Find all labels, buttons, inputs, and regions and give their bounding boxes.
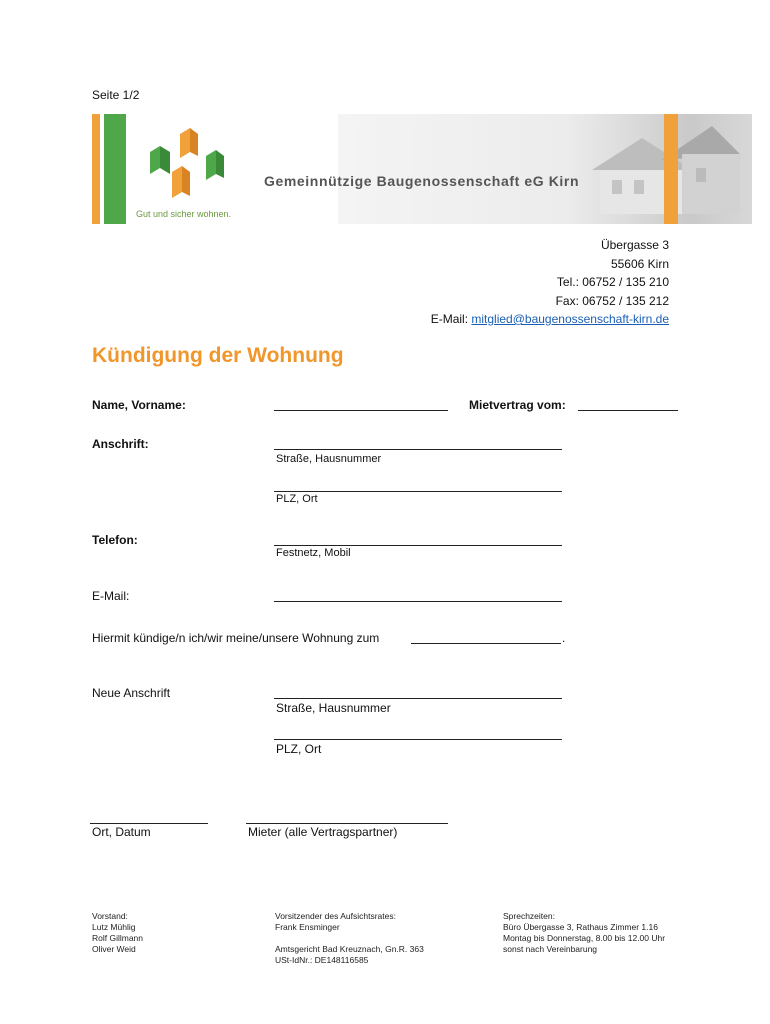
- signature-field[interactable]: [246, 823, 448, 824]
- termination-period: .: [562, 631, 566, 645]
- contact-email-label: E-Mail:: [430, 312, 472, 326]
- contact-email-row: [431, 310, 669, 329]
- orange-stripe: [92, 114, 100, 224]
- footer-board: [92, 911, 242, 955]
- phone-label: Telefon:: [92, 533, 138, 547]
- contact-fax: Fax: 06752 / 135 212: [555, 293, 669, 308]
- company-logo-icon: [144, 122, 236, 208]
- footer-line: Büro Übergasse 3, Rathaus Zimmer 1.16: [503, 922, 658, 932]
- name-field[interactable]: [274, 410, 448, 411]
- termination-date-field[interactable]: [411, 643, 561, 644]
- new-address-label: Neue Anschrift: [92, 686, 171, 700]
- footer-line: Vorsitzender des Aufsichtsrates:: [275, 911, 396, 921]
- footer-line: Amtsgericht Bad Kreuznach, Gn.R. 363: [275, 944, 424, 954]
- footer-office-hours: [503, 911, 693, 955]
- phone-hint: Festnetz, Mobil: [276, 547, 351, 559]
- new-zip-city-field[interactable]: [274, 739, 562, 740]
- footer-line: Rolf Gillmann: [92, 933, 144, 943]
- contact-street: Übergasse 3: [600, 238, 669, 252]
- footer-supervisory: [275, 911, 475, 966]
- contract-date-field[interactable]: [578, 410, 678, 411]
- footer-line: Frank Ensminger: [275, 922, 340, 932]
- orange-stripe-right: [664, 114, 678, 224]
- email-label: E-Mail:: [92, 589, 130, 603]
- footer-line: Oliver Weid: [92, 944, 136, 954]
- footer-line: Vorstand:: [92, 911, 128, 921]
- footer-line: Sprechzeiten:: [503, 911, 555, 921]
- house-image-icon: [572, 120, 742, 216]
- zip-city-field[interactable]: [274, 491, 562, 492]
- new-zip-city-hint: PLZ, Ort: [276, 742, 322, 756]
- street-field[interactable]: [274, 449, 562, 450]
- zip-city-hint: PLZ, Ort: [276, 493, 318, 505]
- street-hint: Straße, Hausnummer: [276, 453, 382, 465]
- banner-slogan: Gut und sicher wohnen.: [136, 209, 232, 219]
- letterhead-banner: [92, 114, 678, 224]
- address-label: Anschrift:: [92, 437, 149, 451]
- contact-phone: Tel.: 06752 / 135 210: [556, 275, 669, 289]
- phone-field[interactable]: [274, 545, 562, 546]
- contact-email-link[interactable]: mitglied@baugenossenschaft-kirn.de: [471, 312, 669, 326]
- banner-house-photo: [338, 114, 752, 224]
- footer-line: USt-IdNr.: DE148116585: [275, 955, 369, 965]
- email-field[interactable]: [274, 601, 562, 602]
- green-stripe: [104, 114, 126, 224]
- place-date-label: Ort, Datum: [92, 825, 151, 839]
- document-title: Kündigung der Wohnung: [92, 344, 344, 367]
- termination-text: Hiermit kündige/n ich/wir meine/unsere Wohnung zum: [92, 631, 380, 645]
- footer-line: Montag bis Donnerstag, 8.00 bis 12.00 Uhr: [503, 933, 666, 943]
- signature-label: Mieter (alle Vertragspartner): [248, 825, 398, 839]
- new-street-hint: Straße, Hausnummer: [276, 701, 391, 715]
- organization-name: Gemeinnützige Baugenossenschaft eG Kirn: [264, 173, 580, 189]
- footer-line: sonst nach Vereinbarung: [503, 944, 598, 954]
- footer-spacer: [275, 933, 475, 944]
- place-date-field[interactable]: [90, 823, 208, 824]
- new-street-field[interactable]: [274, 698, 562, 699]
- footer-line: Lutz Mühlig: [92, 922, 136, 932]
- contract-date-label: Mietvertrag vom:: [469, 398, 566, 412]
- contact-block: [431, 236, 669, 329]
- name-label: Name, Vorname:: [92, 398, 186, 412]
- contact-city: 55606 Kirn: [610, 256, 669, 271]
- page-number: Seite 1/2: [92, 88, 140, 102]
